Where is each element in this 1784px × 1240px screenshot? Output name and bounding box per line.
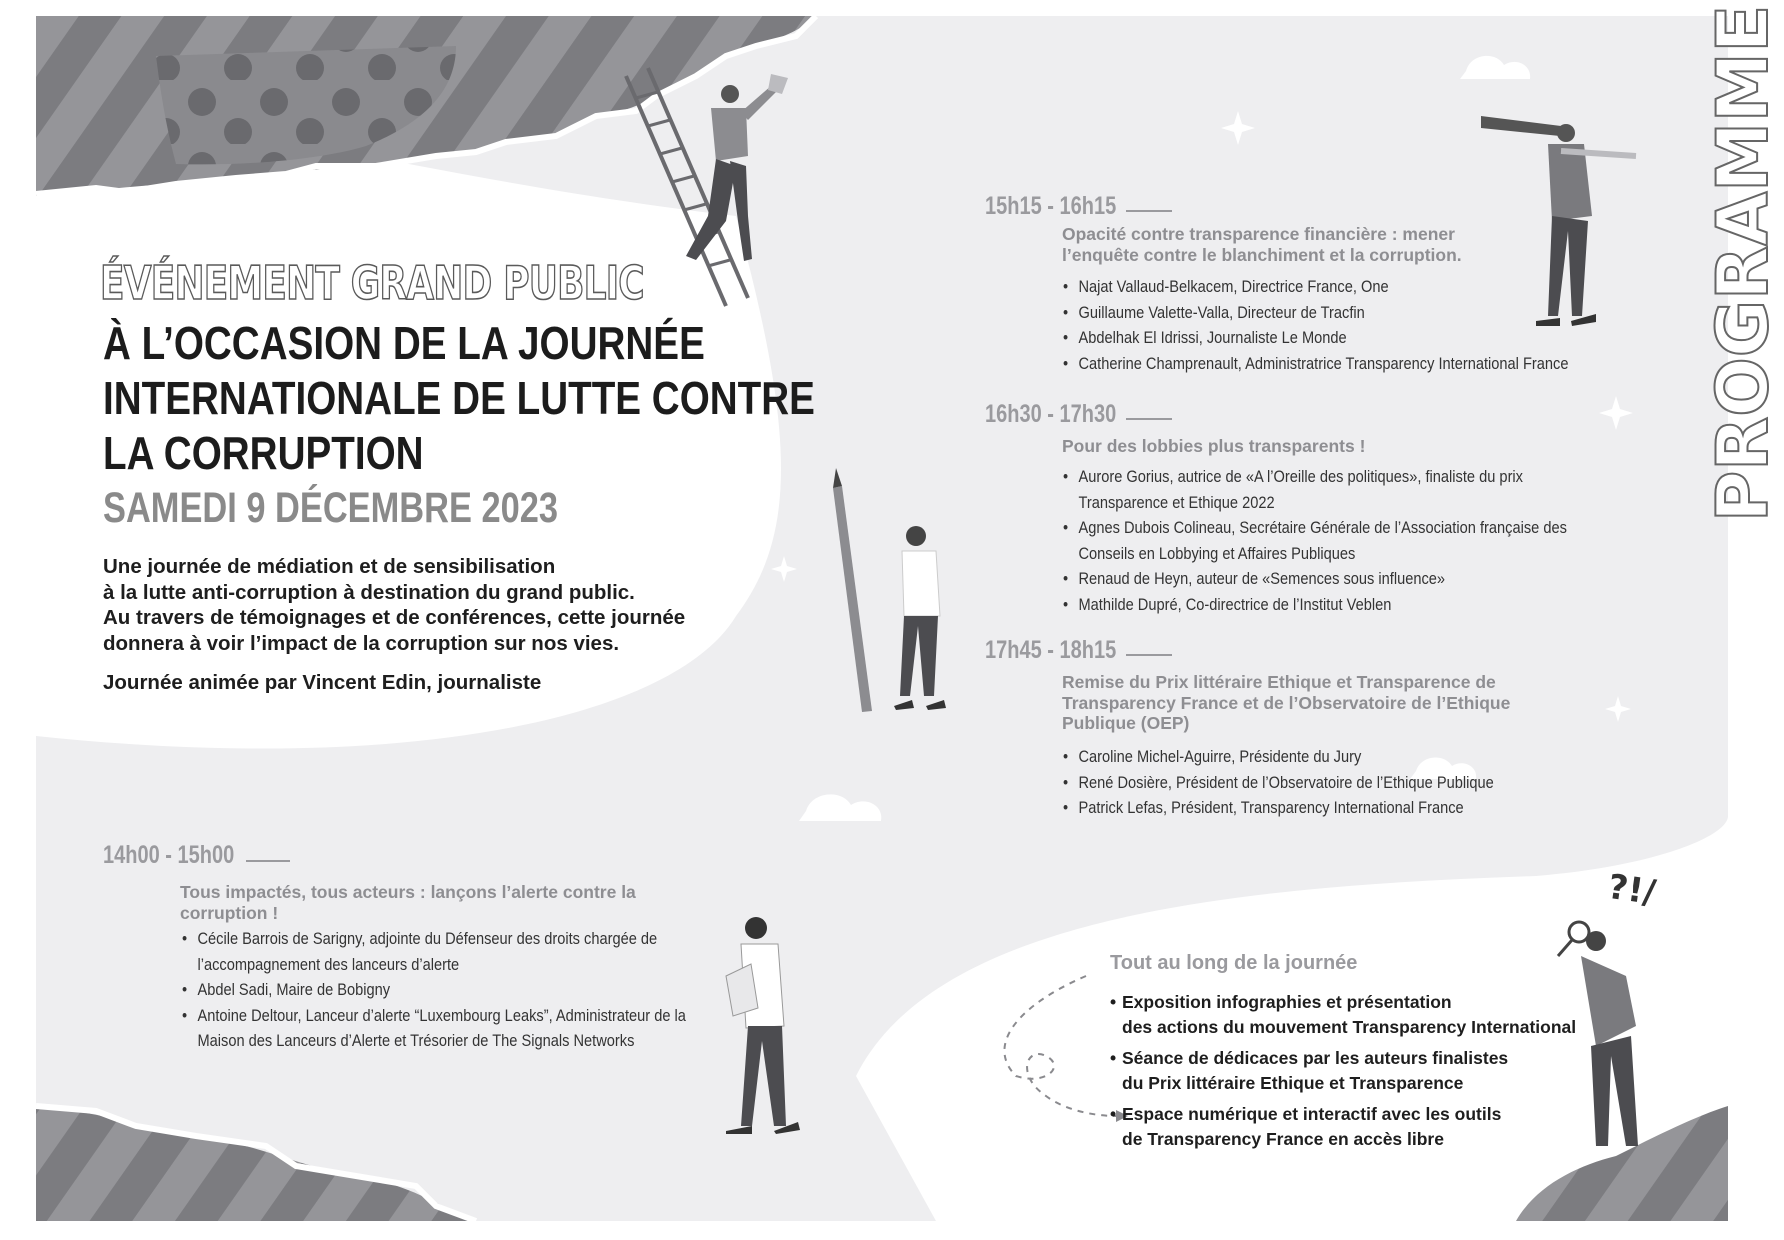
speaker-list (182, 926, 686, 1054)
walking-man-illustration (726, 917, 800, 1134)
all-day-item: • Séance de dédicaces par les auteurs finalistes du Prix littéraire Ethique et Transparence (1110, 1046, 1576, 1095)
all-day-list (1110, 990, 1576, 1158)
intro-line: Une journée de médiation et de sensibilisation (103, 555, 556, 578)
occasion-heading (103, 316, 815, 481)
intro-line: Au travers de témoignages et de conférences, cette journée (103, 606, 686, 629)
session-title-line: l’enquête contre le blanchiment et la corruption. (1062, 244, 1462, 265)
cloud-1 (1460, 56, 1530, 79)
session-title (180, 882, 636, 923)
flyer-sheet: ÉVÉNEMENT GRAND PUBLIC À L’OCCASION DE LA JOURNÉE INTERNATIONALE DE LUTTE CONTRE LA CORRUPTION SAMEDI 9 DÉCEMBRE 2023 Une journée de médiation et de sensibilisation à la lutte anti-corruption à destination du grand public. Au travers de témoignages et de conférences, cette journée donnera à voir l’impact de la corruption sur nos vies. Journée animée par Vincent Edin, journaliste 14h00 - 15h00 Tous impactés, tous acteurs : lançons l’alerte contre la corruption ! • Cécile Barrois de Sarigny, adjointe du Défenseur des droits chargée de l’accompagnement des lanceurs d’alerte • Abdel Sadi, Maire de Bobigny • Antoine Deltour, Lanceur d’alerte “Luxembourg Leaks”, Administrateur de la Maison des Lanceurs d’Alerte et Trésorier de The Signals Networks 15h15 - 16h15 Opacité contre transparence financière : mener l’enquête contre le blanchiment et la corruption. • Najat Vallaud-Belkacem, Directrice France, One • Guillaume Valette-Valla, Directeur de Tracfin • Abdelhak El Idrissi, Journaliste Le Monde • Catherine Champrenault, Administratrice Transparency International France 16h30 - 17h30 Pour des lobbies plus transparents ! • Aurore Gorius, autrice de «A l’Oreille des politiques», finaliste du prix Transparence et Ethique 2022 • Agnes Dubois Colineau, Secrétaire Générale de l’Association française des Conseils en Lobbying et Affaires Publiques • Renaud de Heyn, auteur de «Semences sous influence» • Mathilde Dupré, Co-directrice de l’Institut Veblen 17h45 - 18h15 Remise du Prix littéraire Ethique et Transparence de Transparency France et de l’Observatoire de l’Ethique Publique (OEP) • Caroline Michel-Aguirre, Présidente du Jury • René Dosière, Président de l’Observatoire de l’Ethique Publique • Patrick Lefas, Président, Transparency International France PROGRAMME Tout au long de la journée • Exposition infographies et présentation des actions du mouvement Transparency International • Séance de dédicaces par les auteurs finalistes du Prix littéraire Ethique et Transparence • Espace numérique et interactif avec les outils de Transparency France en accès libre ?!/ (36, 16, 1728, 1221)
session-time: 14h00 - 15h00 (103, 841, 235, 869)
cloud-2 (799, 794, 881, 821)
speaker-item: • Renaud de Heyn, auteur de «Semences sous influence» (1063, 566, 1567, 592)
speaker-item: • Caroline Michel-Aguirre, Présidente du Jury (1063, 744, 1494, 770)
host-line: Journée animée par Vincent Edin, journaliste (103, 671, 542, 694)
speaker-item: • René Dosière, Président de l’Observatoire de l’Ethique Publique (1063, 770, 1494, 796)
sparkle-3 (771, 556, 797, 582)
session-title-line: Transparency France et de l’Observatoire de l’Ethique (1062, 692, 1511, 713)
session-title-line: Tous impactés, tous acteurs : lançons l’alerte contre la (180, 882, 636, 902)
session-title-line: Remise du Prix littéraire Ethique et Transparence de (1062, 672, 1496, 692)
time-rule (1126, 418, 1172, 420)
speaker-item: • Guillaume Valette-Valla, Directeur de Tracfin (1063, 300, 1569, 326)
intro-line: à la lutte anti-corruption à destination du grand public. (103, 580, 635, 604)
session-title-line: Pour des lobbies plus transparents ! (1062, 436, 1366, 456)
session-time: 17h45 - 18h15 (985, 636, 1117, 664)
speaker-list (1063, 464, 1567, 617)
event-date: SAMEDI 9 DÉCEMBRE 2023 (103, 484, 558, 532)
session-title-line: Publique (OEP) (1062, 713, 1190, 733)
time-rule (1126, 654, 1172, 656)
occasion-line: À L’OCCASION DE LA JOURNÉE (103, 317, 705, 369)
speaker-list (1063, 744, 1494, 821)
speaker-item: • Abdel Sadi, Maire de Bobigny (182, 977, 686, 1003)
session-title (1062, 436, 1365, 457)
sparkle-2 (1599, 396, 1633, 430)
occasion-line: INTERNATIONALE DE LUTTE CONTRE (103, 372, 815, 424)
occasion-line: LA CORRUPTION (103, 427, 424, 479)
all-day-item: • Espace numérique et interactif avec les outils de Transparency France en accès libre (1110, 1102, 1576, 1151)
speaker-item: • Patrick Lefas, Président, Transparency International France (1063, 795, 1494, 821)
session-title (1062, 224, 1462, 265)
session-time: 15h15 - 16h15 (985, 192, 1117, 220)
speaker-item: • Catherine Champrenault, Administratrice Transparency International France (1063, 351, 1569, 377)
speaker-item: • Antoine Deltour, Lanceur d’alerte “Luxembourg Leaks”, Administrateur de la Maison des Lanceurs d’Alerte et Trésorier de The Signals Networks (182, 1003, 686, 1054)
speaker-item: • Mathilde Dupré, Co-directrice de l’Institut Veblen (1063, 592, 1567, 618)
session-time: 16h30 - 17h30 (985, 400, 1117, 428)
session-title-line: Opacité contre transparence financière : mener (1062, 224, 1455, 244)
speaker-item: • Aurore Gorius, autrice de «A l’Oreille des politiques», finaliste du prix Transparence et Ethique 2022 (1063, 464, 1567, 515)
session-title (1062, 672, 1510, 734)
speaker-list (1063, 274, 1569, 376)
intro-line: donnera à voir l’impact de la corruption sur nos vies. (103, 631, 620, 655)
event-type-heading: ÉVÉNEMENT GRAND PUBLIC (100, 256, 644, 310)
sparkle-4 (1605, 696, 1631, 722)
time-rule (246, 860, 290, 862)
sparkle-1 (1221, 111, 1255, 145)
pencil-woman-illustration (833, 468, 946, 712)
all-day-heading: Tout au long de la journée (1110, 952, 1358, 974)
all-day-item: • Exposition infographies et présentation des actions du mouvement Transparency International (1110, 990, 1576, 1039)
session-title-line: corruption ! (180, 902, 279, 923)
speaker-item: • Cécile Barrois de Sarigny, adjointe du Défenseur des droits chargée de l’accompagnement des lanceurs d’alerte (182, 926, 686, 977)
torn-strip-bottom-left (36, 1106, 476, 1221)
question-exclamation-marks: ?!/ (1605, 866, 1659, 914)
speaker-item: • Agnes Dubois Colineau, Secrétaire Générale de l’Association française des Conseils en Lobbying et Affaires Publiques (1063, 515, 1567, 566)
speaker-item: • Najat Vallaud-Belkacem, Directrice France, One (1063, 274, 1569, 300)
intro-paragraph (103, 554, 685, 656)
time-rule (1126, 210, 1172, 212)
speaker-item: • Abdelhak El Idrissi, Journaliste Le Monde (1063, 325, 1569, 351)
